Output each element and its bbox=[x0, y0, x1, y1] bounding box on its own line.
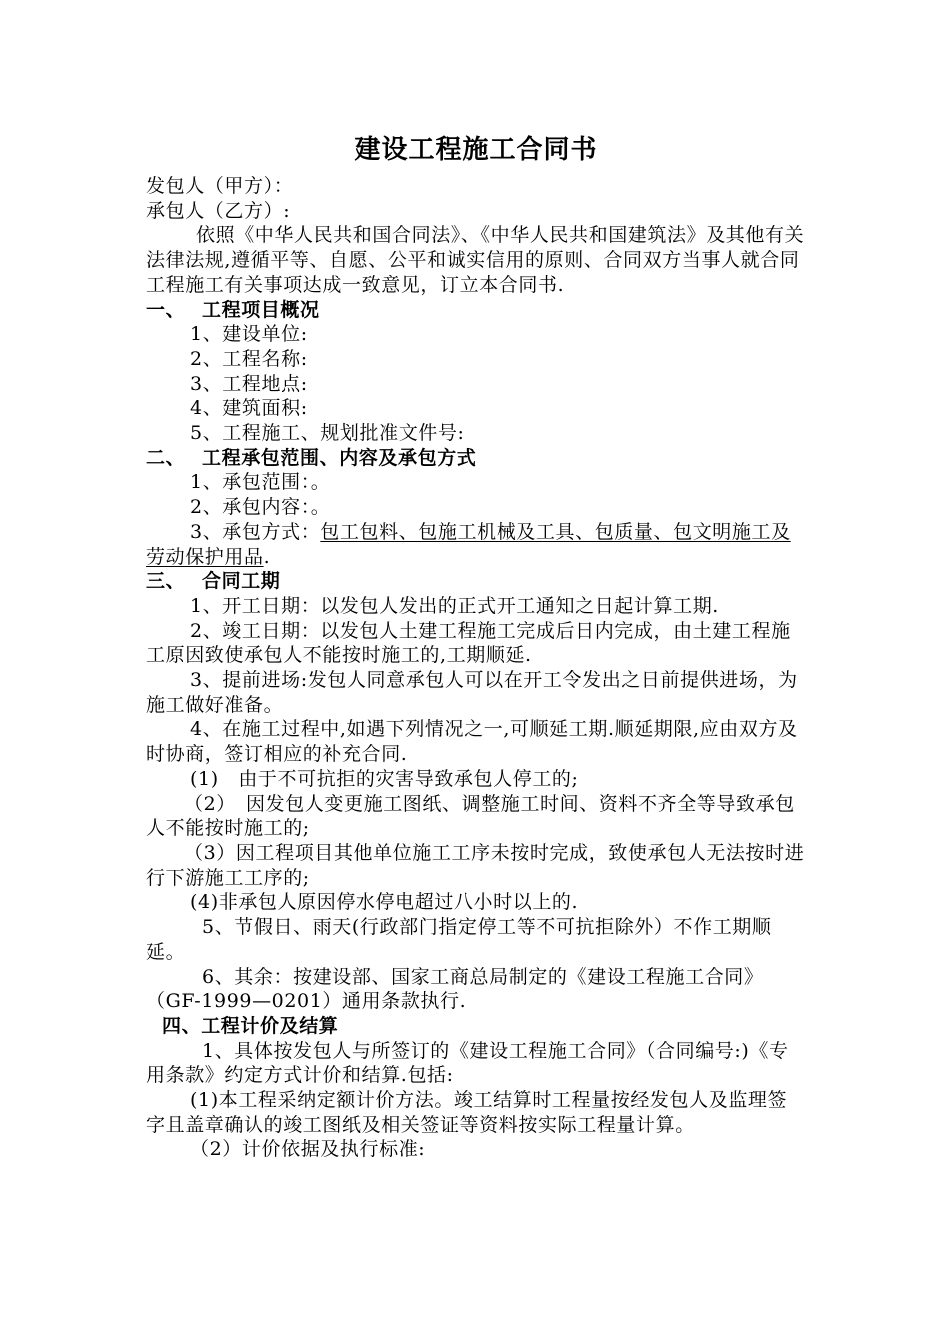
section-3-paragraph: 6、其余：按建设部、国家工商总局制定的《建设工程施工合同》（GF-1999—0201）通用条款执行. bbox=[146, 965, 764, 1013]
section-2-number: 二、 bbox=[146, 446, 186, 469]
contract-body bbox=[146, 174, 806, 1162]
section-2-heading bbox=[146, 446, 806, 471]
condition-item: (1) 由于不可抗拒的灾害导致承包人停工的; bbox=[190, 767, 579, 790]
section-2-item: 1、承包范围：。 bbox=[190, 471, 331, 494]
section-1-title: 工程项目概况 bbox=[202, 298, 320, 321]
section-3-paragraph: 5、节假日、雨天(行政部门指定停工等不可抗拒除外）不作工期顺延。 bbox=[146, 916, 772, 963]
section-1-number: 一、 bbox=[146, 298, 186, 321]
contract-title: 建设工程施工合同书 bbox=[354, 135, 598, 165]
intro-paragraph: 依照《中华人民共和国合同法》、《中华人民共和国建筑法》及其他有关法律法规,遵循平等、自愿、公平和诚实信用的原则、合同双方当事人就合同工程施工有关事项达成一致意见，订立本合同书. bbox=[146, 224, 805, 296]
condition-item: （2） 因发包人变更施工图纸、调整施工时间、资料不齐全等导致承包人不能按时施工的; bbox=[146, 792, 795, 840]
section-3-paragraph: 3、提前进场:发包人同意承包人可以在开工令发出之日前提供进场，为施工做好准备。 bbox=[146, 669, 798, 716]
section-4-heading: 四、工程计价及结算 bbox=[162, 1014, 339, 1037]
section-3-number: 三、 bbox=[146, 570, 186, 593]
method-label: 3、承包方式： bbox=[190, 520, 321, 543]
section-1-item: 1、建设单位: bbox=[190, 323, 308, 346]
method-end: . bbox=[263, 545, 271, 568]
condition-item: （3）因工程项目其他单位施工工序未按时完成，致使承包人无法按时进行下游施工工序的; bbox=[146, 841, 805, 889]
section-4-clause: (1)本工程采纳定额计价方法。竣工结算时工程量按经发包人及监理签字且盖章确认的竣工图纸及相关签证等资料按实际工程量计算。 bbox=[146, 1089, 788, 1136]
section-1-item: 5、工程施工、规划批准文件号: bbox=[190, 422, 465, 445]
section-3-paragraph: 2、竣工日期：以发包人土建工程施工完成后日内完成，由土建工程施工原因致使承包人不能按时施工的,工期顺延. bbox=[146, 619, 791, 667]
section-3-title: 合同工期 bbox=[202, 570, 281, 593]
method-value: 包工包料、包施工机械及工具、包质量、包文明施工及劳动保护用品 bbox=[146, 520, 791, 568]
section-1-item: 3、工程地点: bbox=[190, 372, 308, 395]
party-b-line: 承包人（乙方）: bbox=[146, 199, 291, 222]
section-4-paragraph: 1、具体按发包人与所签订的《建设工程施工合同》（合同编号:)《专用条款》约定方式计价和结算.包括: bbox=[146, 1039, 789, 1087]
section-3-paragraph: 4、在施工过程中,如遇下列情况之一,可顺延工期.顺延期限,应由双方及时协商，签订相应的补充合同. bbox=[146, 718, 798, 766]
section-1-item: 4、建筑面积: bbox=[190, 397, 308, 420]
section-4-clause: （2）计价依据及执行标准: bbox=[190, 1138, 426, 1161]
section-2-item-method bbox=[146, 520, 806, 569]
section-2-item: 2、承包内容：。 bbox=[190, 496, 331, 519]
section-2-title: 工程承包范围、内容及承包方式 bbox=[202, 446, 477, 469]
section-3-paragraph: 1、开工日期：以发包人发出的正式开工通知之日起计算工期. bbox=[190, 594, 719, 617]
section-1-item: 2、工程名称: bbox=[190, 347, 308, 370]
section-3-heading bbox=[146, 569, 806, 594]
section-1-heading bbox=[146, 298, 806, 323]
condition-item: (4)非承包人原因停水停电超过八小时以上的. bbox=[190, 891, 579, 914]
party-a-line: 发包人（甲方）： bbox=[146, 175, 294, 197]
